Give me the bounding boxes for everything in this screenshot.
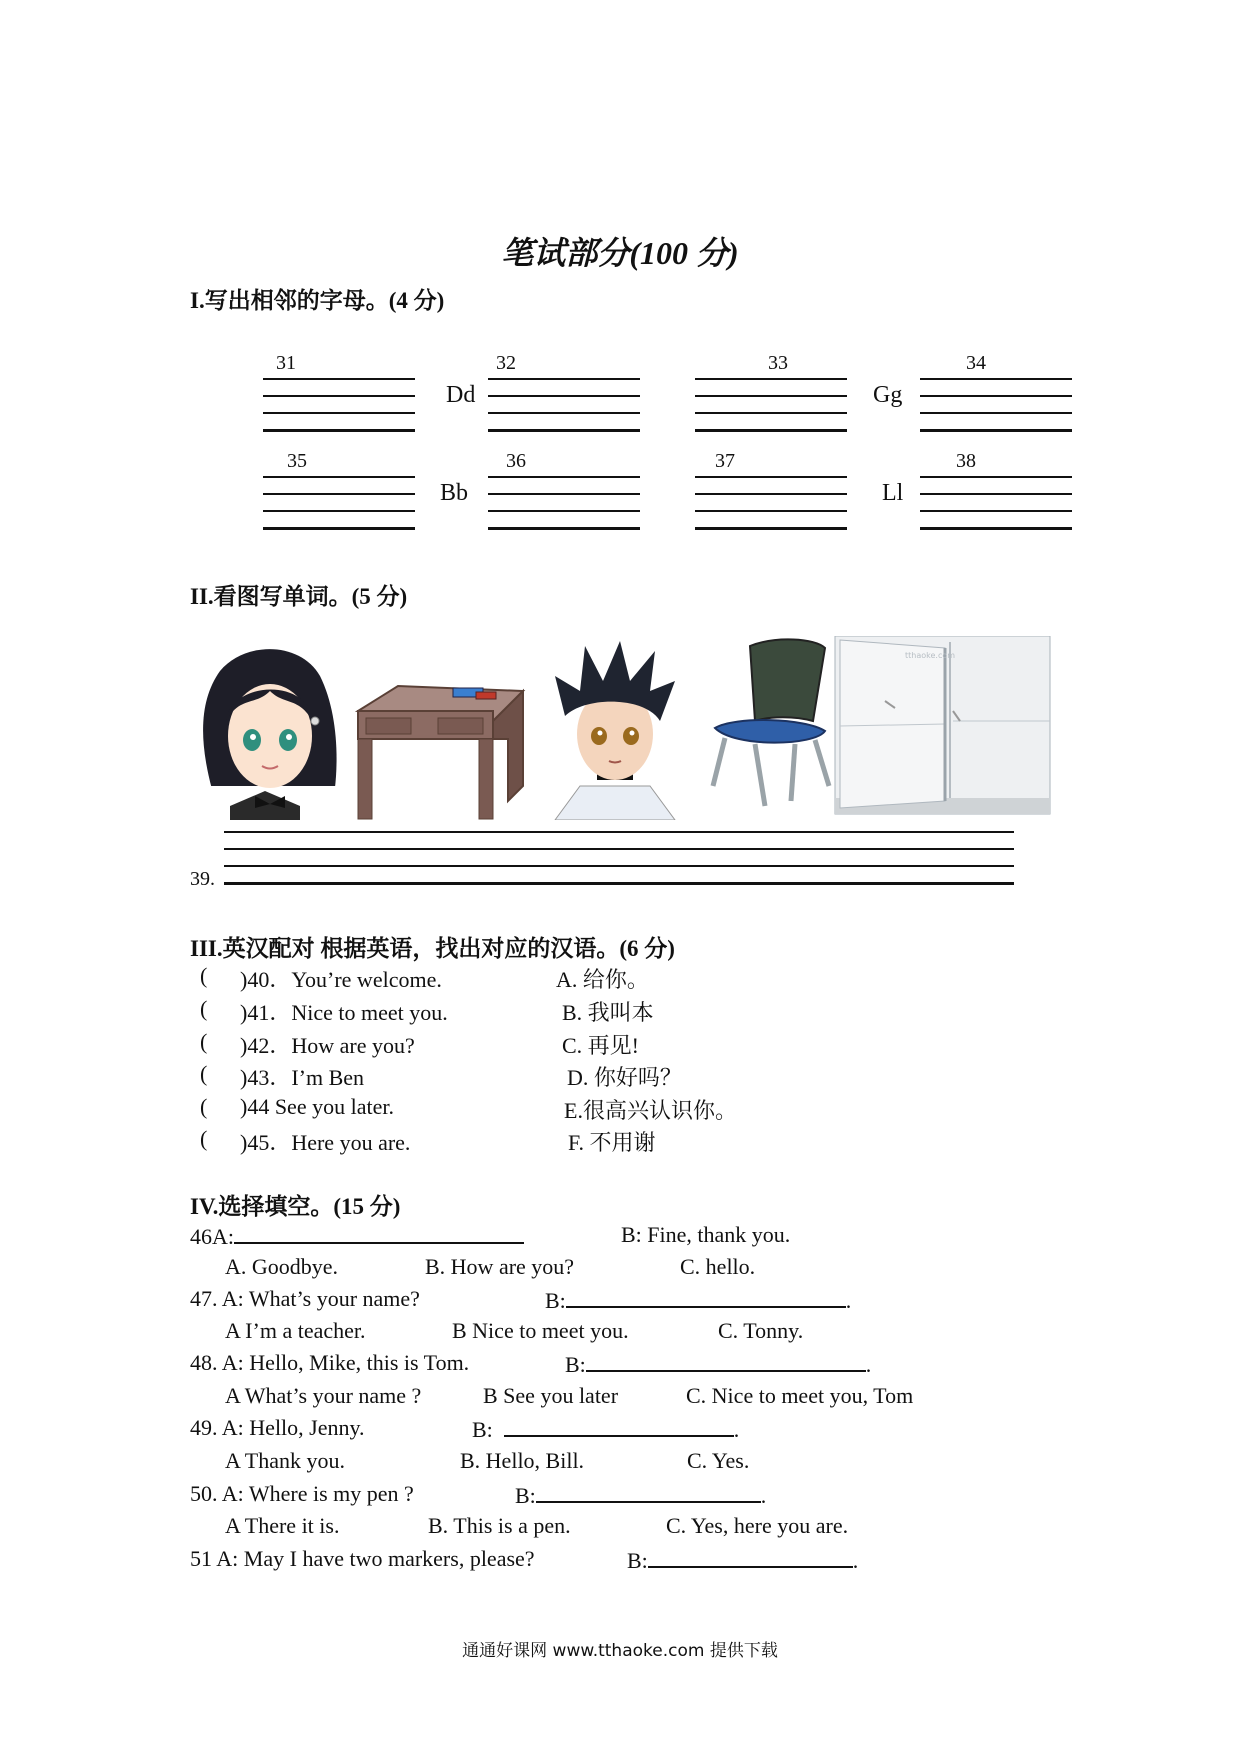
option-b: B See you later [483, 1383, 619, 1408]
four-line-grid[interactable] [695, 476, 847, 532]
door-icon [835, 636, 1050, 814]
match-question: )40．You’re welcome. [240, 967, 442, 992]
option-a: A Thank you. [225, 1448, 345, 1473]
answer-blank[interactable] [504, 1415, 734, 1437]
match-question: )41．Nice to meet you. [240, 1000, 448, 1025]
response-b: B: . [472, 1417, 740, 1442]
list-item: ( [200, 1094, 208, 1119]
list-item: ( [200, 1061, 208, 1086]
option-a: A I’m a teacher. [225, 1318, 366, 1343]
four-line-grid[interactable] [488, 476, 640, 532]
match-question: )44 See you later. [240, 1094, 394, 1119]
section1-heading: I.写出相邻的字母。(4 分) [190, 288, 445, 313]
question-number: 37 [715, 450, 735, 472]
question-number: 34 [966, 352, 986, 374]
match-answer: A. 给你。 [556, 967, 649, 992]
option-a: A There it is. [225, 1513, 340, 1538]
question-49: 49. A: Hello, Jenny. [190, 1415, 365, 1440]
given-letter: Ll [882, 480, 904, 506]
match-answer: F. 不用谢 [568, 1130, 656, 1155]
option-c: C. hello. [680, 1254, 756, 1279]
response-b: B: . [545, 1288, 852, 1313]
question-number: 33 [768, 352, 788, 374]
response-b: B: . [627, 1548, 859, 1573]
list-item: ( [200, 963, 208, 988]
list-item: ( [200, 1126, 208, 1151]
option-a: A What’s your name ? [225, 1383, 422, 1408]
door-watermark: tthaoke.com [905, 651, 956, 660]
match-answer: D. 你好吗？ [567, 1065, 682, 1090]
option-b: B Nice to meet you. [452, 1318, 629, 1343]
page-title: 笔试部分(100 分) [501, 235, 739, 271]
question-47: 47. A: What’s your name? [190, 1286, 420, 1311]
response-b: B: . [565, 1352, 872, 1377]
question-46: 46A: [190, 1222, 524, 1250]
given-letter: Gg [873, 382, 903, 408]
chair-icon [713, 639, 829, 806]
question-51: 51 A: May I have two markers, please? [190, 1546, 535, 1571]
match-question: )45．Here you are. [240, 1130, 411, 1155]
match-question: )43．I’m Ben [240, 1065, 365, 1090]
four-line-answer-grid[interactable] [224, 831, 1014, 887]
boy-icon [555, 641, 675, 820]
four-line-grid[interactable] [263, 378, 415, 434]
question-48: 48. A: Hello, Mike, this is Tom. [190, 1350, 470, 1375]
option-b: B. This is a pen. [428, 1513, 571, 1538]
option-b: B. Hello, Bill. [460, 1448, 585, 1473]
match-answer: E.很高兴认识你。 [564, 1098, 737, 1123]
question-number: 31 [276, 352, 296, 374]
section4-heading: IV.选择填空。(15 分) [190, 1194, 401, 1219]
four-line-grid[interactable] [920, 378, 1072, 434]
answer-blank[interactable] [234, 1222, 524, 1244]
section2-heading: II.看图写单词。(5 分) [190, 584, 408, 609]
response-b: B: Fine, thank you. [621, 1222, 791, 1247]
match-answer: B. 我叫本 [562, 1000, 654, 1025]
option-a: A. Goodbye. [225, 1254, 339, 1279]
response-b: B: . [515, 1483, 767, 1508]
picture-row [190, 636, 1052, 825]
picture-strip [190, 636, 1052, 820]
four-line-grid[interactable] [920, 476, 1072, 532]
desk-icon [358, 686, 523, 819]
girl-icon [202, 649, 342, 820]
question-50: 50. A: Where is my pen ? [190, 1481, 414, 1506]
four-line-grid[interactable] [488, 378, 640, 434]
answer-blank[interactable] [566, 1286, 846, 1308]
option-c: C. Nice to meet you, Tom [686, 1383, 914, 1408]
section3-heading: III.英汉配对 根据英语，找出对应的汉语。(6 分) [190, 936, 675, 961]
question-number: 38 [956, 450, 976, 472]
given-letter: Dd [446, 382, 476, 408]
question-number: 32 [496, 352, 516, 374]
option-c: C. Yes, here you are. [666, 1513, 849, 1538]
four-line-grid[interactable] [695, 378, 847, 434]
answer-blank[interactable] [536, 1481, 761, 1503]
option-c: C. Tonny. [718, 1318, 804, 1343]
match-question: )42．How are you? [240, 1033, 415, 1058]
question-number: 36 [506, 450, 526, 472]
footer: 通通好课网 www.tthaoke.com 提供下载 [462, 1641, 778, 1661]
match-answer: C. 再见! [562, 1033, 640, 1058]
list-item: ( [200, 996, 208, 1021]
question-number: 35 [287, 450, 307, 472]
list-item: ( [200, 1029, 208, 1054]
four-line-grid[interactable] [263, 476, 415, 532]
option-c: C. Yes. [687, 1448, 750, 1473]
option-b: B. How are you? [425, 1254, 575, 1279]
answer-blank[interactable] [648, 1546, 853, 1568]
answer-blank[interactable] [586, 1350, 866, 1372]
given-letter: Bb [440, 480, 469, 506]
question-number: 39. [190, 868, 215, 890]
